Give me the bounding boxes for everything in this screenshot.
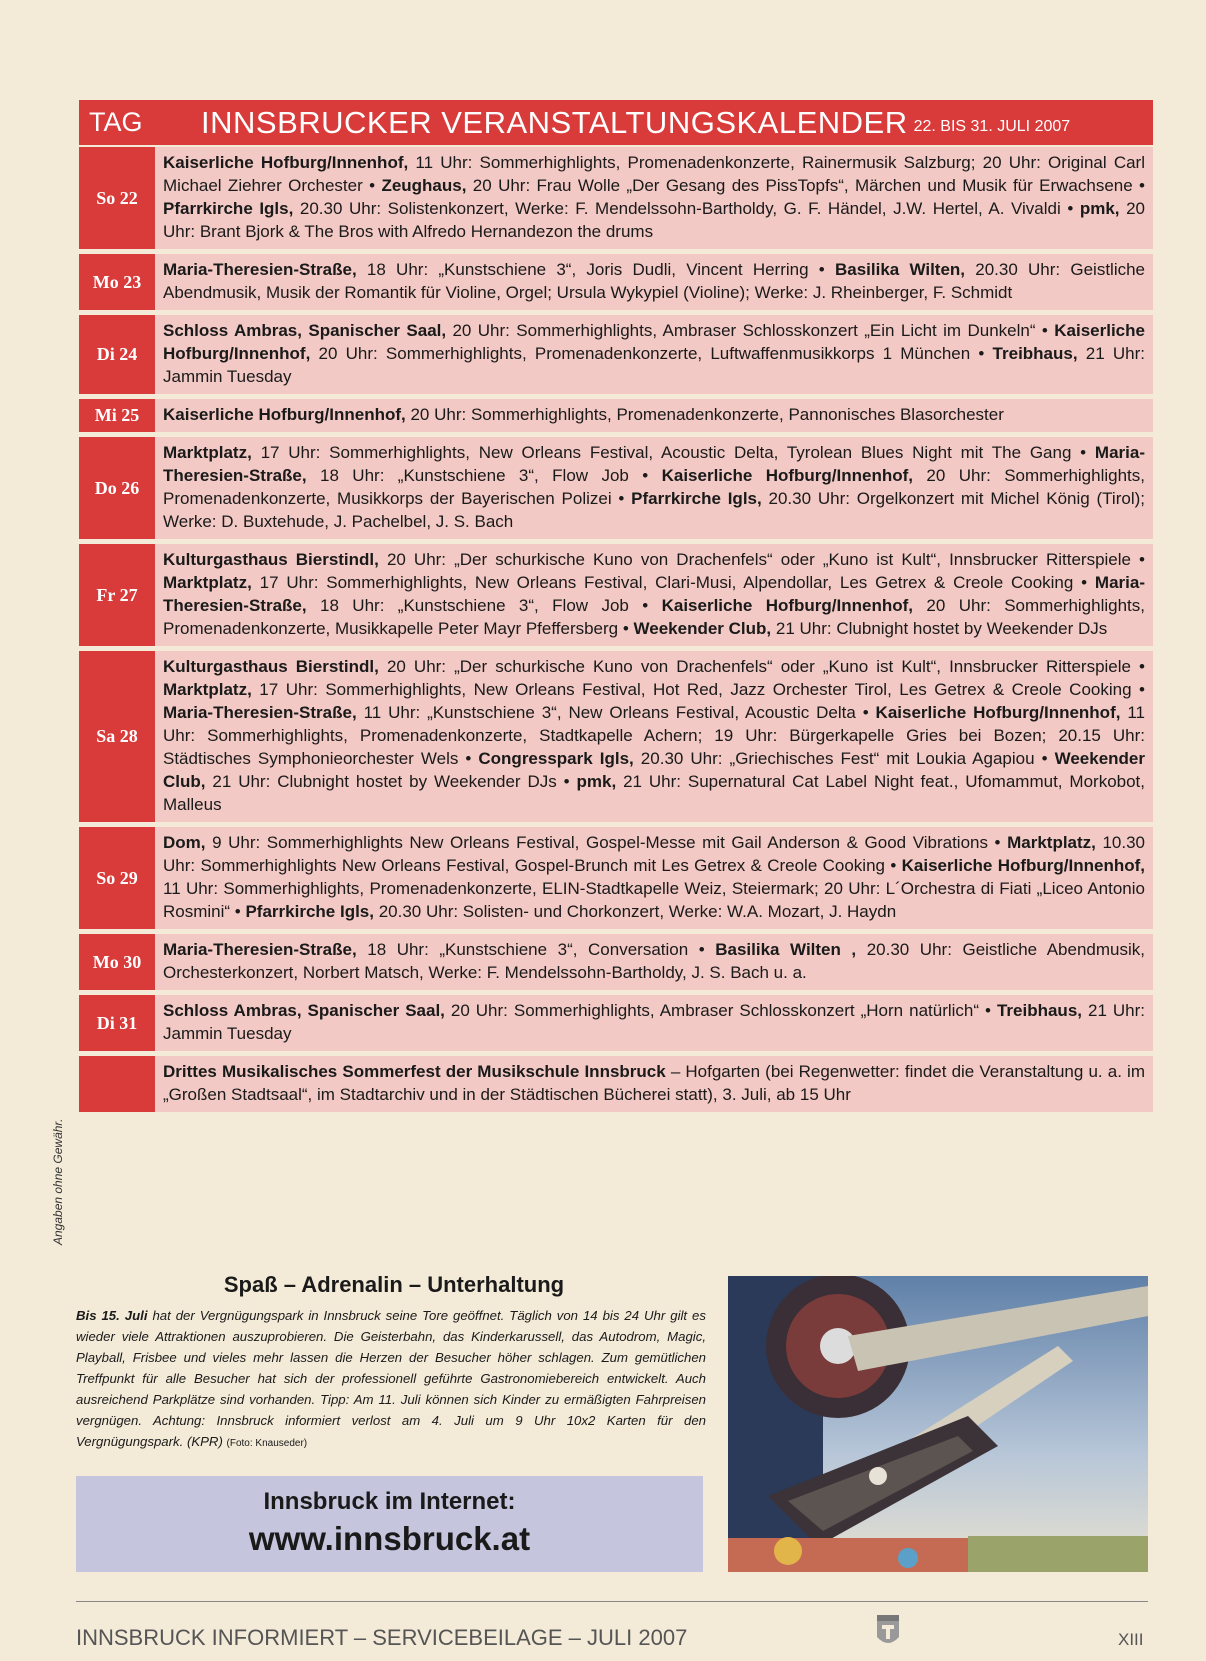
events-text <box>155 437 1153 539</box>
event-details: 11 Uhr: Sommerhighlights, Promenadenkonzerte, Rainermusik Salzburg; 20 Uhr: Original Carl Michael Ziehrer Orchester • <box>163 153 1145 195</box>
day-label: Di 24 <box>79 315 155 394</box>
venue-name: Maria-Theresien-Straße, <box>163 260 357 279</box>
event-details: 20.30 Uhr: Geistliche Abendmusik, Orchesterkonzert, Norbert Matsch, Werke: F. Mendelssohn-Bartholdy, J. S. Bach u. a. <box>163 940 1145 982</box>
event-details: 17 Uhr: Sommerhighlights, New Orleans Festival, Clari-Musi, Alpendollar, Les Getrex & Creole Cooking • <box>251 573 1095 592</box>
event-details: 18 Uhr: „Kunstschiene 3“, Flow Job • <box>306 466 662 485</box>
event-details: 18 Uhr: „Kunstschiene 3“, Joris Dudli, Vincent Herring • <box>356 260 835 279</box>
venue-name: pmk, <box>576 772 617 791</box>
events-text <box>155 1056 1153 1112</box>
venue-name: Pfarrkirche Igls, <box>245 902 374 921</box>
venue-name: Maria-Theresien-Straße, <box>163 940 357 959</box>
venue-name: pmk, <box>1079 199 1120 218</box>
day-label <box>79 1056 155 1112</box>
venue-name: Treibhaus, <box>992 344 1078 363</box>
day-label: Fr 27 <box>79 544 155 646</box>
header-title: INNSBRUCKER VERANSTALTUNGSKALENDER <box>201 104 908 140</box>
event-details: 18 Uhr: „Kunstschiene 3“, Flow Job • <box>306 596 662 615</box>
venue-name: Schloss Ambras, Spanischer Saal, <box>163 1001 445 1020</box>
venue-name: Kaiserliche Hofburg/Innenhof, <box>163 405 406 424</box>
day-label: Mi 25 <box>79 399 155 432</box>
events-text <box>155 827 1153 929</box>
events-text <box>155 651 1153 822</box>
internet-box <box>76 1476 703 1572</box>
venue-name: Congresspark Igls, <box>478 749 634 768</box>
event-details: 21 Uhr: Supernatural Cat Label Night feat., Ufomammut, Morkobot, Malleus <box>163 772 1145 814</box>
fairground-ride-photo <box>728 1276 1148 1572</box>
event-details: 21 Uhr: Jammin Tuesday <box>163 344 1145 386</box>
event-details: 20.30 Uhr: Solistenkonzert, Werke: F. Mendelssohn-Bartholdy, G. F. Händel, J.W. Hertel, A. Vivaldi • <box>293 199 1080 218</box>
calendar-row <box>79 827 1153 929</box>
page-number: XIII <box>1118 1630 1144 1649</box>
calendar-row <box>79 995 1153 1051</box>
event-details: 10.30 Uhr: Sommerhighlights New Orleans Festival, Gospel-Brunch mit Les Getrex & Creole Cooking • <box>163 833 1146 875</box>
event-details: 20 Uhr: Sommerhighlights, Ambraser Schlosskonzert „Horn natürlich“ • <box>444 1001 997 1020</box>
spass-body <box>76 1305 706 1454</box>
venue-name: Zeughaus, <box>381 176 467 195</box>
venue-name: Schloss Ambras, Spanischer Saal, <box>163 321 447 340</box>
header-tag: TAG <box>89 107 143 137</box>
footer-divider <box>76 1601 1148 1602</box>
venue-name: Pfarrkirche Igls, <box>163 199 294 218</box>
event-details: 11 Uhr: Sommerhighlights, Promenadenkonzerte, Stadtkapelle Achern; 19 Uhr: Bürgerkapelle Gries bei Bozen; 20.15 Uhr: Städtisches Symphonieorchester Wels • <box>163 703 1145 768</box>
event-details: 18 Uhr: „Kunstschiene 3“, Conversation • <box>356 940 716 959</box>
events-text <box>155 995 1153 1051</box>
event-details: 20.30 Uhr: „Griechisches Fest“ mit Loukia Agapiou • <box>633 749 1055 768</box>
venue-name: Kulturgasthaus Bierstindl, <box>163 657 379 676</box>
spass-lead: Bis 15. Juli <box>76 1308 148 1323</box>
event-details: 20 Uhr: Sommerhighlights, Promenadenkonzerte, Musikkapelle Peter Mayr Pfeffersberg • <box>163 596 1145 638</box>
event-details: 20 Uhr: Sommerhighlights, Promenadenkonzerte, Pannonisches Blasorchester <box>405 405 1004 424</box>
events-text <box>155 399 1153 432</box>
event-details: 20 Uhr: Brant Bjork & The Bros with Alfredo Hernandezon the drums <box>163 199 1145 241</box>
events-text <box>155 544 1153 646</box>
day-label: So 22 <box>79 147 155 249</box>
spass-title: Spaß – Adrenalin – Unterhaltung <box>223 1272 565 1297</box>
venue-name: Kaiserliche Hofburg/Innenhof, <box>163 321 1145 363</box>
venue-name: Weekender Club, <box>633 619 772 638</box>
spass-text: hat der Vergnügungspark in Innsbruck seine Tore geöffnet. Täglich von 14 bis 24 Uhr gilt es wieder viele Attraktionen auszuprobieren. Die Geisterbahn, das Kinderkarussell, das Autodrom, Magic, Playball, Frisbee und vieles mehr lassen die Herzen der Besucher höher schlagen. Zum gemütlichen Treffpunkt für alle Besucher hat sich der professionell geführte Gastronomiebereich entwickelt. Auch ausreichend Parkplätze sind vorhanden. Tipp: Am 11. Juli können sich Kinder zu ermäßigten Fahrpreisen vergnügen. Achtung: Innsbruck informiert verlost am 4. Juli um 9 Uhr 10x2 Karten für den Vergnügungspark. (KPR) <box>76 1308 706 1449</box>
venue-name: Kaiserliche Hofburg/Innenhof, <box>901 856 1145 875</box>
events-text <box>155 315 1153 394</box>
venue-name: Dom, <box>163 833 206 852</box>
venue-name: Kaiserliche Hofburg/Innenhof, <box>875 703 1121 722</box>
venue-name: Marktplatz, <box>163 443 252 462</box>
calendar-rows <box>79 147 1153 1117</box>
event-details: 20 Uhr: Sommerhighlights, Promenadenkonzerte, Musikkorps der Bayerischen Polizei • <box>163 466 1145 508</box>
venue-name: Maria-Theresien-Straße, <box>163 573 1145 615</box>
venue-name: Kaiserliche Hofburg/Innenhof, <box>661 596 914 615</box>
calendar-row <box>79 399 1153 432</box>
day-label: Mo 23 <box>79 254 155 310</box>
calendar-row <box>79 437 1153 539</box>
venue-name: Marktplatz, <box>1007 833 1096 852</box>
day-label: Do 26 <box>79 437 155 539</box>
calendar-row <box>79 544 1153 646</box>
internet-url-link[interactable]: www.innsbruck.at <box>248 1520 531 1557</box>
calendar-row <box>79 651 1153 822</box>
event-details: 17 Uhr: Sommerhighlights, New Orleans Festival, Acoustic Delta, Tyrolean Blues Night mit The Gang • <box>251 443 1095 462</box>
disclaimer-note: Angaben ohne Gewähr. <box>51 1118 65 1245</box>
calendar-row <box>79 254 1153 310</box>
venue-name: Treibhaus, <box>996 1001 1082 1020</box>
event-details: 20 Uhr: „Der schurkische Kuno von Drachenfels“ oder „Kuno ist Kult“, Innsbrucker Ritterspiele • <box>378 550 1145 569</box>
event-details: 11 Uhr: „Kunstschiene 3“, New Orleans Festival, Acoustic Delta • <box>356 703 876 722</box>
events-text <box>155 147 1153 249</box>
venue-name: Marktplatz, <box>163 573 252 592</box>
events-text <box>155 254 1153 310</box>
day-label: Mo 30 <box>79 934 155 990</box>
venue-name: Pfarrkirche Igls, <box>631 489 762 508</box>
venue-name: Kaiserliche Hofburg/Innenhof, <box>163 153 409 172</box>
venue-name: Maria-Theresien-Straße, <box>163 443 1145 485</box>
event-details: 20.30 Uhr: Geistliche Abendmusik, Musik der Romantik für Violine, Orgel; Ursula Wykypiel (Violine); Werke: J. Rheinberger, F. Schmidt <box>163 260 1146 302</box>
photo-illustration <box>728 1276 1148 1572</box>
venue-name: Basilika Wilten , <box>715 940 857 959</box>
city-crest-icon <box>874 1613 902 1656</box>
calendar-row <box>79 1056 1153 1112</box>
photo-credit: (Foto: Knauseder) <box>226 1438 308 1449</box>
event-details: – Hofgarten (bei Regenwetter: findet die Veranstaltung u. a. im „Großen Stadtsaal“, im Stadtarchiv und in der Städtischen Bücherei statt), 3. Juli, ab 15 Uhr <box>163 1062 1145 1104</box>
calendar-header <box>79 100 1153 145</box>
event-details: 21 Uhr: Clubnight hostet by Weekender DJs • <box>205 772 577 791</box>
event-details: 9 Uhr: Sommerhighlights New Orleans Festival, Gospel-Messe mit Gail Anderson & Good Vibrations • <box>205 833 1008 852</box>
venue-name: Weekender Club, <box>163 749 1145 791</box>
venue-name: Kulturgasthaus Bierstindl, <box>163 550 379 569</box>
event-details: 20 Uhr: Frau Wolle „Der Gesang des PissTopfs“, Märchen und Musik für Erwachsene • <box>466 176 1145 195</box>
event-details: 20 Uhr: „Der schurkische Kuno von Drachenfels“ oder „Kuno ist Kult“, Innsbrucker Ritterspiele • <box>378 657 1145 676</box>
internet-label: Innsbruck im Internet: <box>263 1488 516 1515</box>
calendar-row <box>79 934 1153 990</box>
event-details: 20.30 Uhr: Solisten- und Chorkonzert, Werke: W.A. Mozart, J. Haydn <box>373 902 897 921</box>
event-details: 17 Uhr: Sommerhighlights, New Orleans Festival, Hot Red, Jazz Orchester Tirol, Les Getrex & Creole Cooking • <box>251 680 1145 699</box>
event-details: 11 Uhr: Sommerhighlights, Promenadenkonzerte, ELIN-Stadtkapelle Weiz, Steiermark; 20 Uhr: L´Orchestra di Fiati „Liceo Antonio Rosmini“ • <box>163 879 1145 921</box>
day-label: So 29 <box>79 827 155 929</box>
event-details: 21 Uhr: Clubnight hostet by Weekender DJs <box>771 619 1108 638</box>
day-label: Sa 28 <box>79 651 155 822</box>
calendar-row <box>79 315 1153 394</box>
event-details: 21 Uhr: Jammin Tuesday <box>163 1001 1145 1043</box>
venue-name: Drittes Musikalisches Sommerfest der Musikschule Innsbruck <box>163 1062 666 1081</box>
event-details: 20 Uhr: Sommerhighlights, Promenadenkonzerte, Luftwaffenmusikkorps 1 München • <box>310 344 993 363</box>
day-label: Di 31 <box>79 995 155 1051</box>
calendar-row <box>79 147 1153 249</box>
header-dates: 22. BIS 31. JULI 2007 <box>913 117 1071 135</box>
events-text <box>155 934 1153 990</box>
venue-name: Kaiserliche Hofburg/Innenhof, <box>661 466 914 485</box>
event-details: 20.30 Uhr: Orgelkonzert mit Michel König (Tirol); Werke: D. Buxtehude, J. Pachelbel, J. S. Bach <box>163 489 1145 531</box>
venue-name: Basilika Wilten, <box>834 260 966 279</box>
footer-text: INNSBRUCK INFORMIERT – SERVICEBEILAGE – JULI 2007 <box>76 1625 688 1650</box>
venue-name: Marktplatz, <box>163 680 252 699</box>
event-details: 20 Uhr: Sommerhighlights, Ambraser Schlosskonzert „Ein Licht im Dunkeln“ • <box>446 321 1055 340</box>
venue-name: Maria-Theresien-Straße, <box>163 703 357 722</box>
